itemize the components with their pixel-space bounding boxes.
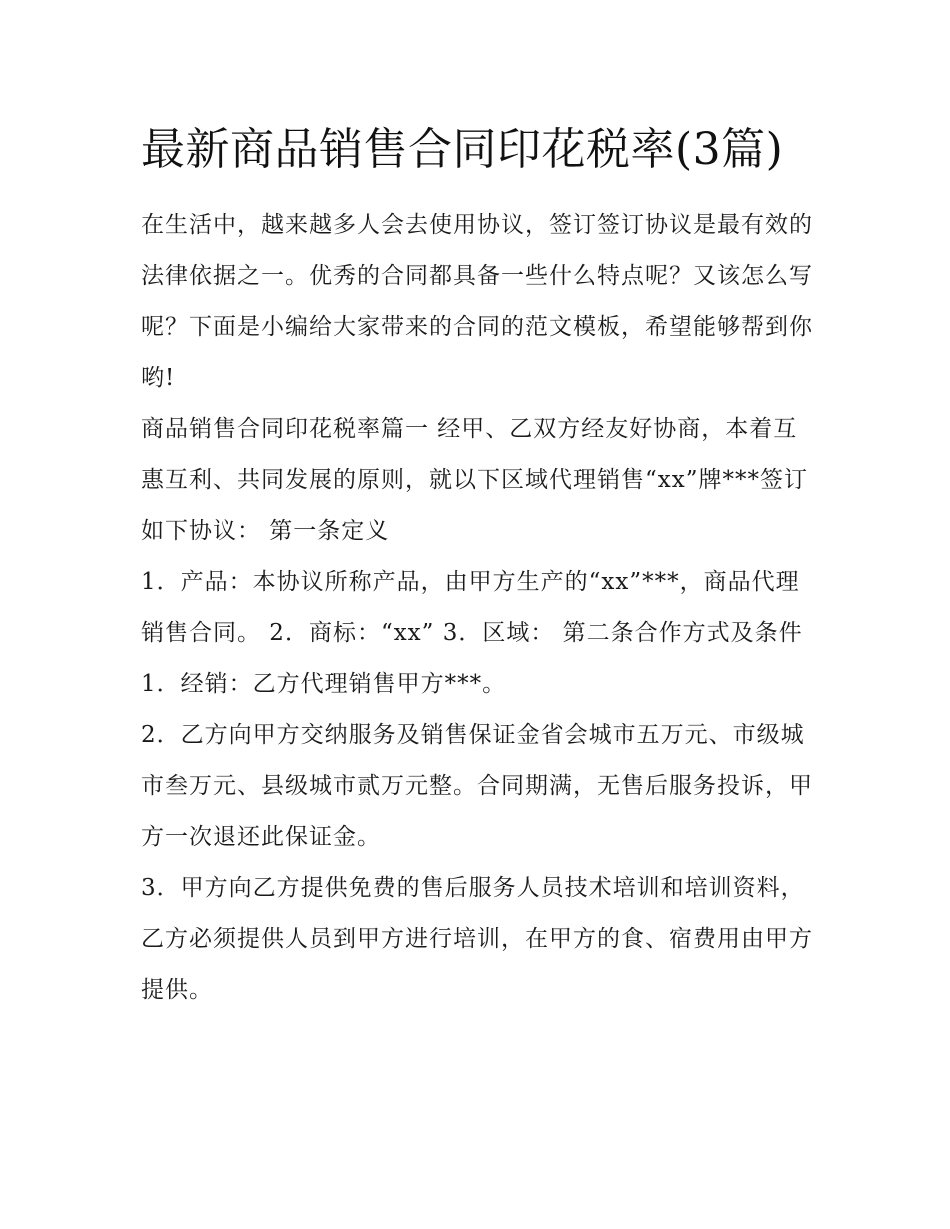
document-title: 最新商品销售合同印花税率(3篇) [141, 124, 784, 175]
intro-paragraph: 在生活中，越来越多人会去使用协议，签订签订协议是最有效的法律依据之一。优秀的合同都具备一些什么特点呢？又该怎么写呢？下面是小编给大家带来的合同的范文模板，希望能够帮到你哟! [141, 212, 813, 391]
paragraph-distribution: 1．经销：乙方代理销售甲方***。 [141, 671, 507, 697]
paragraph-deposit: 2．乙方向甲方交纳服务及销售保证金省会城市五万元、市级城市叁万元、县级城市贰万元整。合同期满，无售后服务投诉，甲方一次退还此保证金。 [141, 722, 813, 850]
paragraph-article-one: 商品销售合同印花税率篇一 经甲、乙双方经友好协商，本着互惠互利、共同发展的原则，就以下区域代理销售“xx”牌***签订如下协议： 第一条定义 [141, 416, 808, 544]
paragraph-definitions: 1．产品：本协议所称产品，由甲方生产的“xx”***，商品代理销售合同。 2．商标：“xx” 3．区域： 第二条合作方式及条件 [141, 569, 803, 646]
paragraph-training: 3．甲方向乙方提供免费的售后服务人员技术培训和培训资料，乙方必须提供人员到甲方进行培训，在甲方的食、宿费用由甲方提供。 [141, 875, 813, 1003]
document-body [141, 112, 821, 1016]
